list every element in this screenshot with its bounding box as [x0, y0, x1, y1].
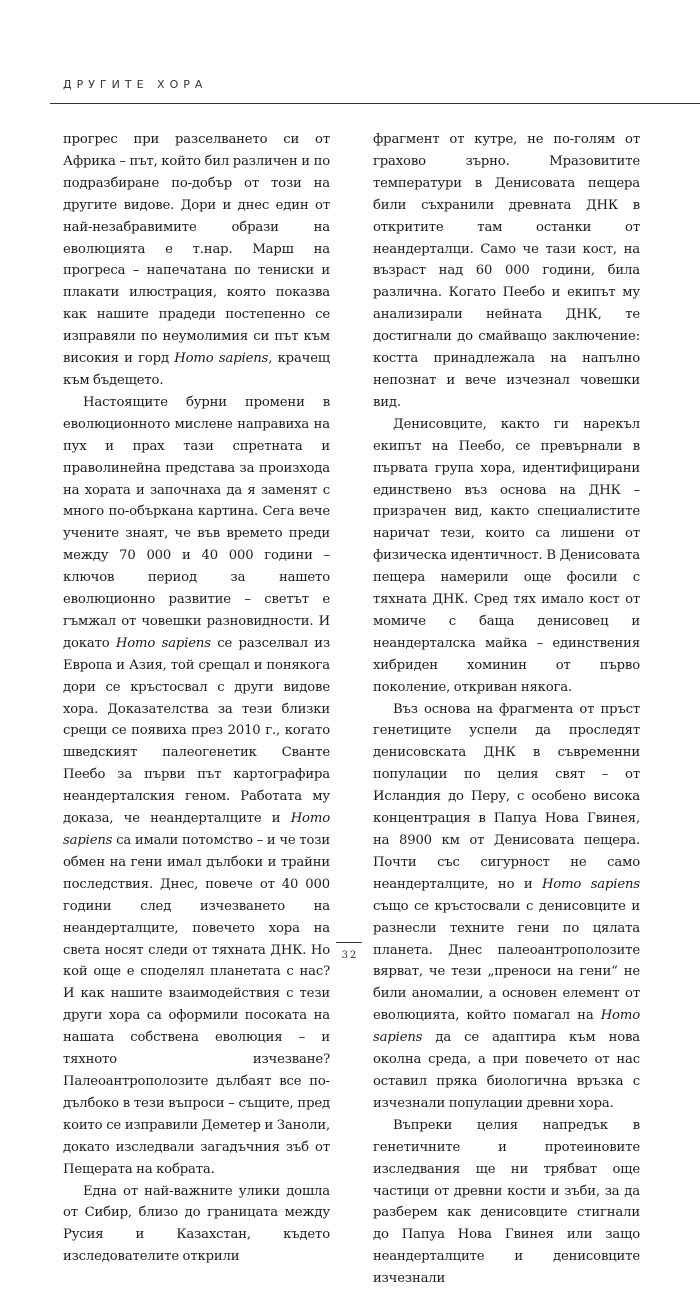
text-run: са имали потомство – и че този обмен на гени имал дълбоки и трайни последствия. Днес, повече от 40 000 години след изчезването на неандерталците, повечето хора на света носят следи от тяхната ДНК. Но кой още е споделял планетата с нас? И как нашите взаимодействия с тези други хора са оформили посоката на нашата собствена еволюция – и тяхното изчезване? Палеоантрополозите дълбаят все по-дълбоко в тези въпроси – същите, пред които се изправили Деметер и Заноли, докато изследвали загадъчния зъб от Пещерата на кобрата. [63, 833, 330, 1177]
running-title: ДРУГИТЕ ХОРА [63, 78, 208, 91]
italic-term: Homo sapiens [63, 811, 330, 848]
italic-term: Homo sapiens [541, 876, 640, 892]
paragraph: Една от най-важните улики дошла от Сибир, близо до границата между Русия и Казахстан, където изследователите открили [63, 1183, 330, 1265]
text-column-left [63, 129, 330, 1268]
text-run: да се адаптира към нова околна среда, а при повечето от нас оставил пряка биологична връзка с изчезнали популации древни хора. [373, 1030, 640, 1111]
italic-term: Homo sapiens [174, 351, 269, 367]
text-run: , крачещ към бъдещето. [63, 351, 331, 388]
paragraph: Въпреки целия напредък в генетичните и протеиновите изследвания ще ни трябват още частици от древни кости и зъби, за да разберем как денисовците стигнали до Папуа Нова Гвинея или защо неандерталците и денисовците изчезнали [373, 1117, 640, 1287]
text-column-right [373, 129, 640, 1290]
page-number: 32 [341, 950, 359, 961]
folio-rule [336, 942, 362, 943]
text-run: Въз основа на фрагмента от пръст генетиците успели да проследят денисовската ДНК в съвременни популации по целия свят – от Исландия до Перу, с особено висока концентрация в Папуа Нова Гвинея, на 8900 км от Денисовата пещера. Почти със сигурност не само неандерталците, но и [373, 701, 640, 892]
italic-term: Homo sapiens [115, 635, 211, 651]
text-run: Настоящите бурни промени в еволюционното мислене направиха на пух и прах тази спретната и праволинейна представа за произхода на хората и започнаха да я заменят с много по-объркана картина. Сега вече учените знаят, че във времето преди между 70 000 и 40 000 години – ключов период за нашето еволюционно развитие – светът е гъмжал от човешки разновидности. И докато [63, 394, 330, 651]
text-run: се разселвал из Европа и Азия, той срещал и понякога дори се кръстосвал с други видове хора. Доказателства за тези близки срещи се появиха през 2010 г., когато шведският палеогенетик Сванте Пеебо за първи път картографира неандерталския геном. Работата му доказа, че неандерталците и [63, 635, 330, 827]
paragraph [63, 129, 330, 392]
text-run: прогрес при разселването си от Африка – път, който бил различен и по подразбиране по-добър от този на другите видове. Дори и днес един от най-незабравимите образи на еволюцията е т.нар. Марш на прогреса – напечатана по тениски и плакати илюстрация, която показва как нашите прадеди постепенно се изправяли по неумолимия си път към високия и горд [63, 132, 330, 367]
header-rule [50, 103, 700, 104]
paragraph [373, 699, 640, 1115]
italic-term: Homo sapiens [373, 1008, 640, 1046]
text-run: също се кръстосвали с денисовците и разнесли техните гени по цялата планета. Днес палеоантрополозите вярват, че тези „преноси на гени“ не били аномалии, а основен елемент от еволюцията, който помагал на [373, 898, 640, 1024]
paragraph [63, 392, 330, 1181]
paragraph: Денисовците, както ги нарекъл екипът на Пеебо, се превърнали в първата група хора, идентифицирани единствено въз основа на ДНК – призрачен вид, както специалистите наричат тези, които са лишени от физическа идентичност. В Денисовата пещера намерили още фосили с тяхната ДНК. Сред тях имало кост от момиче с баща денисовец и неандерталска майка – единствения хибриден хоминин от първо поколение, откриван някога. [373, 416, 640, 695]
paragraph: фрагмент от кутре, не по-голям от граховo зърно. Мразовитите температури в Денисовата пещера били съхранили древната ДНК в откритите там останки от неандерталци. Само че тази кост, на възраст над 60 000 години, била различна. Когато Пеебо и екипът му анализирали нейната ДНК, те достигнали до смайващо заключение: костта принадлежала на напълно непознат и вече изчезнал човешки вид. [373, 132, 640, 410]
